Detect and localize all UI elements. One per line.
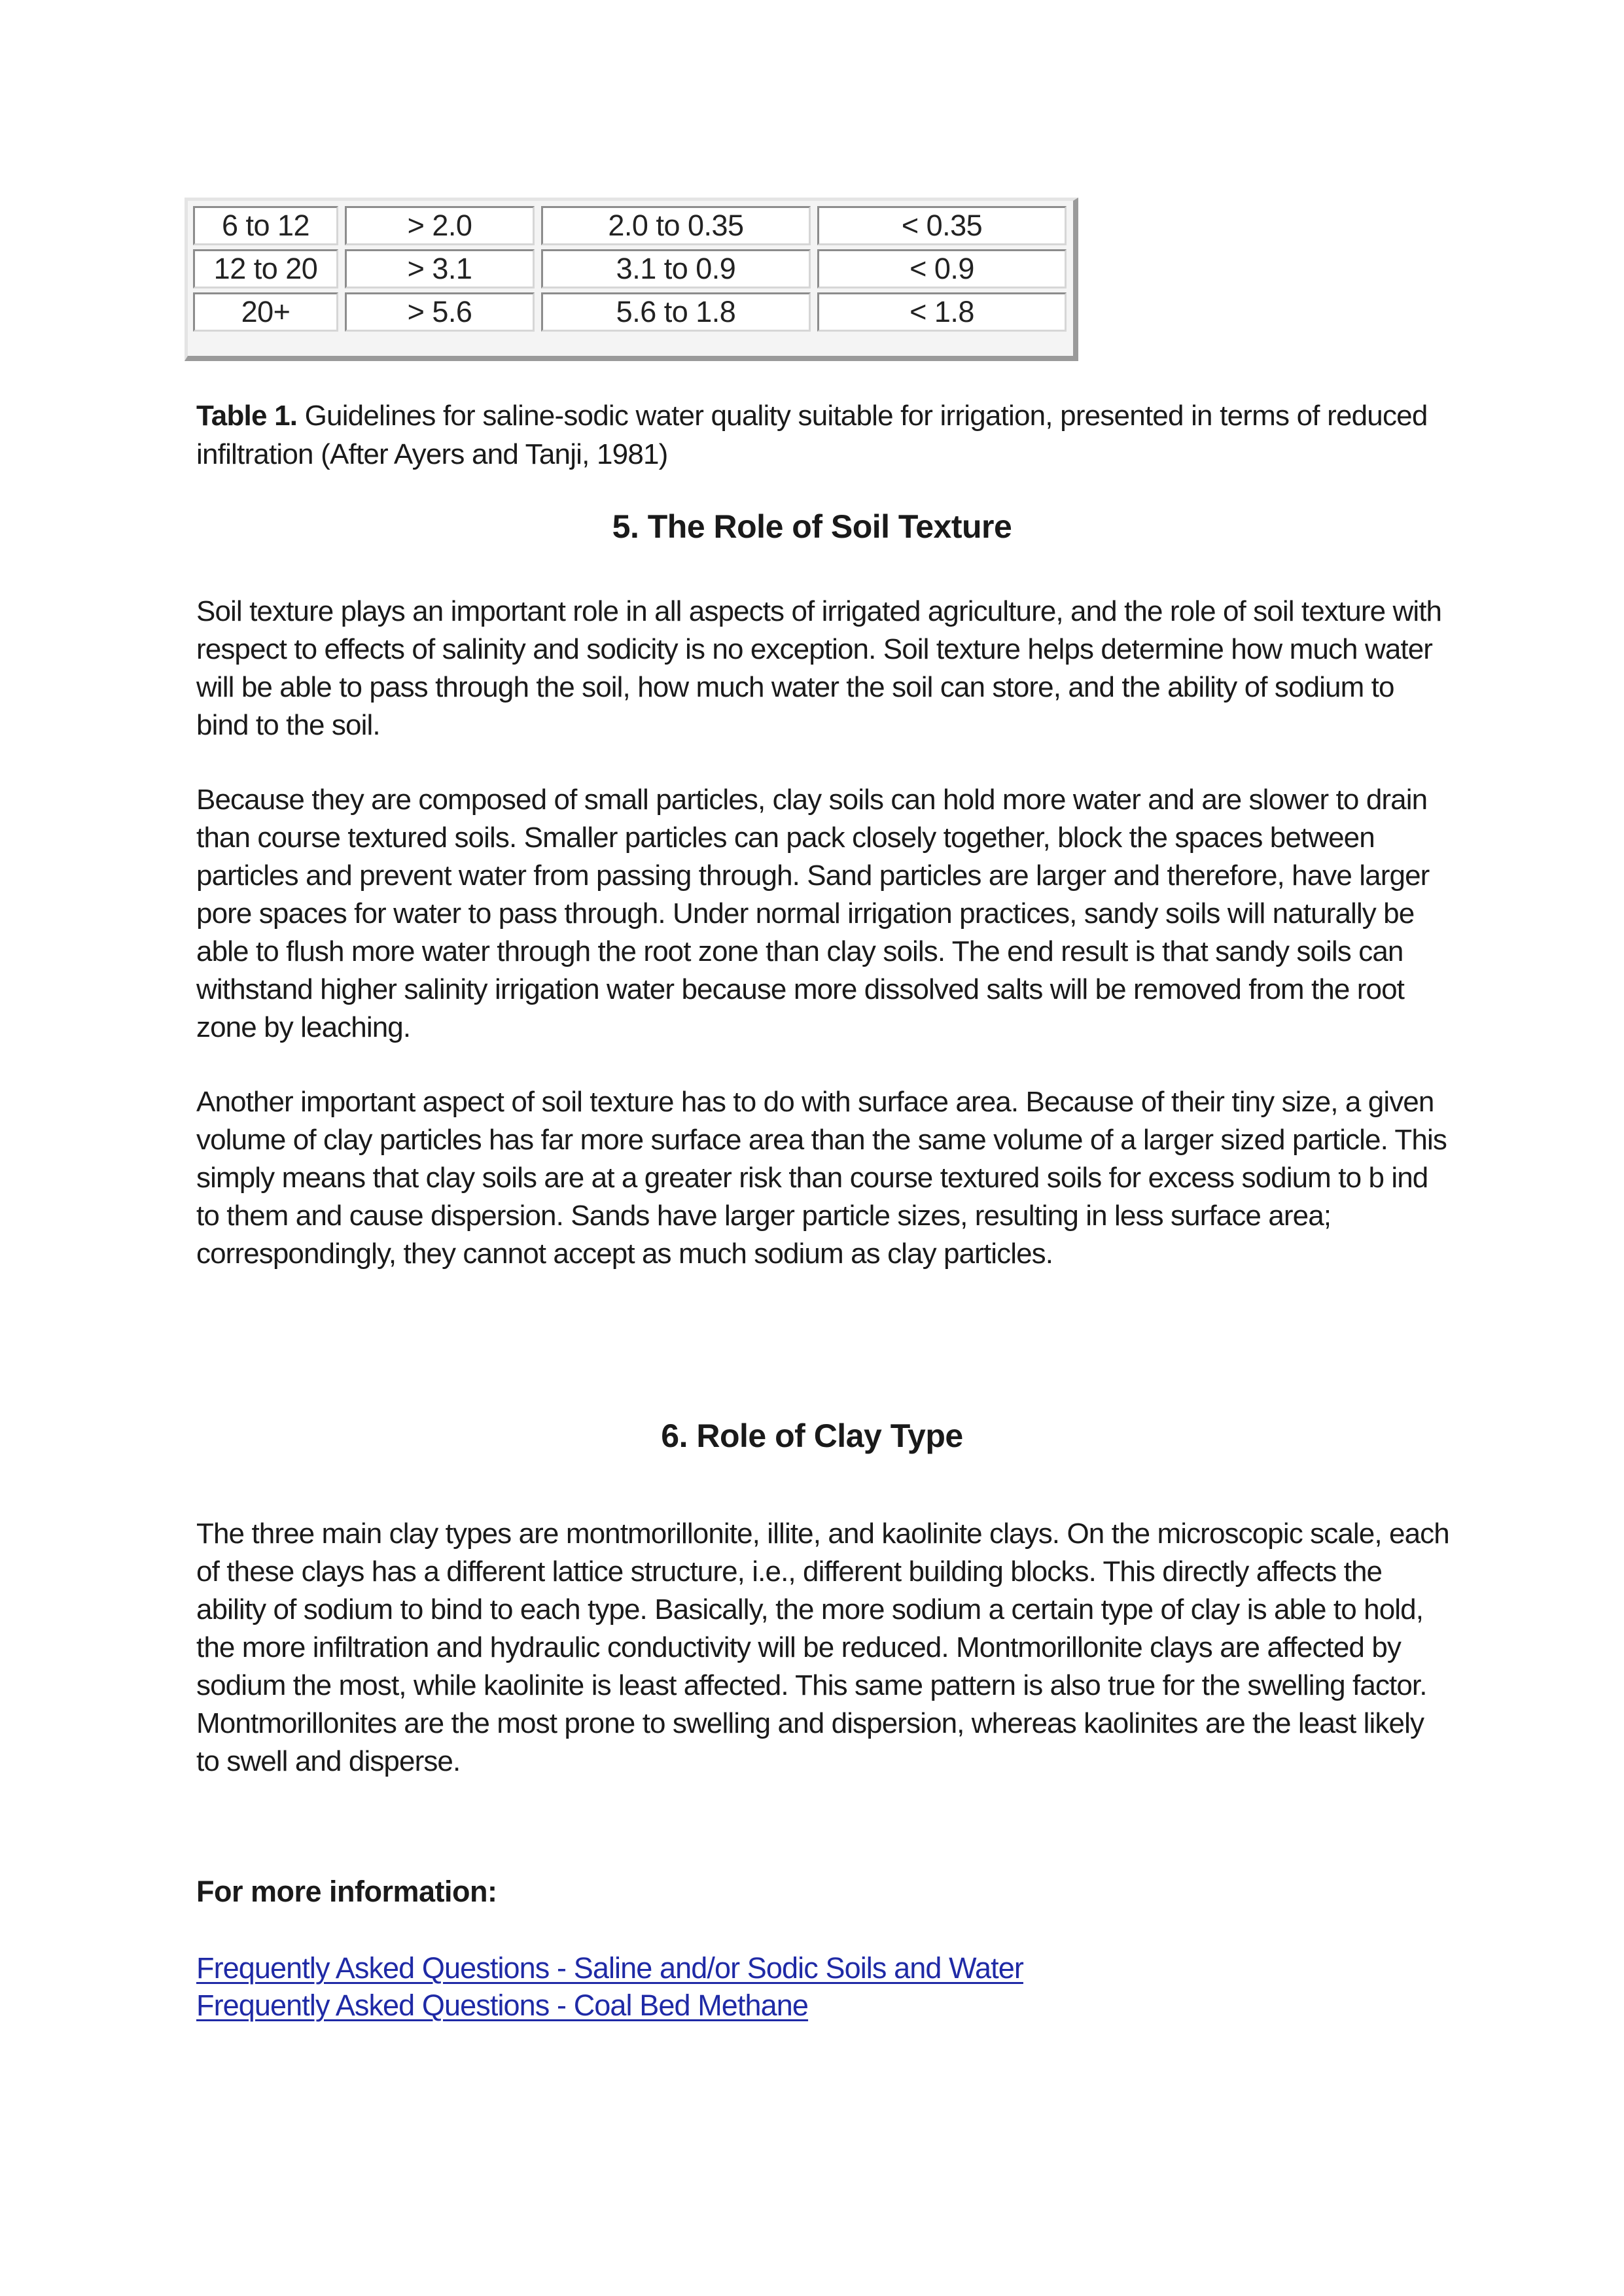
table-caption-text: Guidelines for saline-sodic water quality suitable for irrigation, presented in terms of reduced infiltration (After Ayers and Tanji, 1981): [196, 400, 1428, 470]
table-caption: [196, 396, 1439, 474]
table-cell: 3.1 to 0.9: [541, 249, 811, 288]
table-row: [193, 249, 1067, 288]
link-faq-saline-sodic[interactable]: Frequently Asked Questions - Saline and/or Sodic Soils and Water: [196, 1951, 1023, 1985]
table-cell: < 0.9: [817, 249, 1067, 288]
table-row: [193, 292, 1067, 332]
table-cell: 20+: [193, 292, 338, 332]
section-heading-soil-texture: [0, 508, 1624, 546]
table-cell: 5.6 to 1.8: [541, 292, 811, 332]
table-cell: < 1.8: [817, 292, 1067, 332]
more-information-heading: For more information:: [196, 1875, 497, 1908]
paragraph-surface-area: Another important aspect of soil texture has to do with surface area. Because of their tiny size, a given volume of clay particles has far more surface area than the same volume of a larger sized particle. This simply means that clay soils are at a greater risk than course textured soils for excess sodium to b ind to them and cause dispersion. Sands have larger particle sizes, resulting in less surface area; correspondingly, they cannot accept as much sodium as clay particles.: [196, 1086, 1447, 1270]
section-heading-clay-type: [0, 1417, 1624, 1455]
section-heading-soil-texture-text: 5. The Role of Soil Texture: [612, 508, 1012, 545]
table-cell: > 3.1: [345, 249, 535, 288]
table-cell: > 2.0: [345, 206, 535, 245]
link-faq-coal-bed-methane[interactable]: Frequently Asked Questions - Coal Bed Methane: [196, 1989, 809, 2022]
more-information-links: [196, 1949, 1023, 2024]
section-heading-clay-type-text: 6. Role of Clay Type: [661, 1418, 963, 1454]
paragraph-soil-texture-intro: Soil texture plays an important role in all aspects of irrigated agriculture, and the role of soil texture with respect to effects of salinity and sodicity is no exception. Soil texture helps determine how much water will be able to pass through the soil, how much water the soil can store, and the ability of sodium to bind to the soil.: [196, 595, 1442, 741]
table-cell: 6 to 12: [193, 206, 338, 245]
table-caption-label: Table 1.: [196, 400, 298, 432]
table-cell: 2.0 to 0.35: [541, 206, 811, 245]
table-cell: > 5.6: [345, 292, 535, 332]
paragraph-clay-types: The three main clay types are montmorillonite, illite, and kaolinite clays. On the microscopic scale, each of these clays has a different lattice structure, i.e., different building blocks. This directly affects the ability of sodium to bind to each type. Basically, the more sodium a certain type of clay is able to hold, the more infiltration and hydraulic conductivity will be reduced. Montmorillonite clays are affected by sodium the most, while kaolinite is least affected. This same pattern is also true for the swelling factor. Montmorillonites are the most prone to swelling and dispersion, whereas kaolinites are the least likely to swell and disperse.: [196, 1518, 1449, 1777]
table-cell: < 0.35: [817, 206, 1067, 245]
table-cell: 12 to 20: [193, 249, 338, 288]
table-row: [193, 206, 1067, 245]
paragraph-particle-size: Because they are composed of small particles, clay soils can hold more water and are slower to drain than course textured soils. Smaller particles can pack closely together, block the spaces between particles and prevent water from passing through. Sand particles are larger and therefore, have larger pore spaces for water to pass through. Under normal irrigation practices, sandy soils will naturally be able to flush more water through the root zone than clay soils. The end result is that sandy soils can withstand higher salinity irrigation water because more dissolved salts will be removed from the root zone by leaching.: [196, 784, 1430, 1043]
guidelines-table-grid: [186, 202, 1073, 336]
guidelines-table: [185, 198, 1078, 361]
